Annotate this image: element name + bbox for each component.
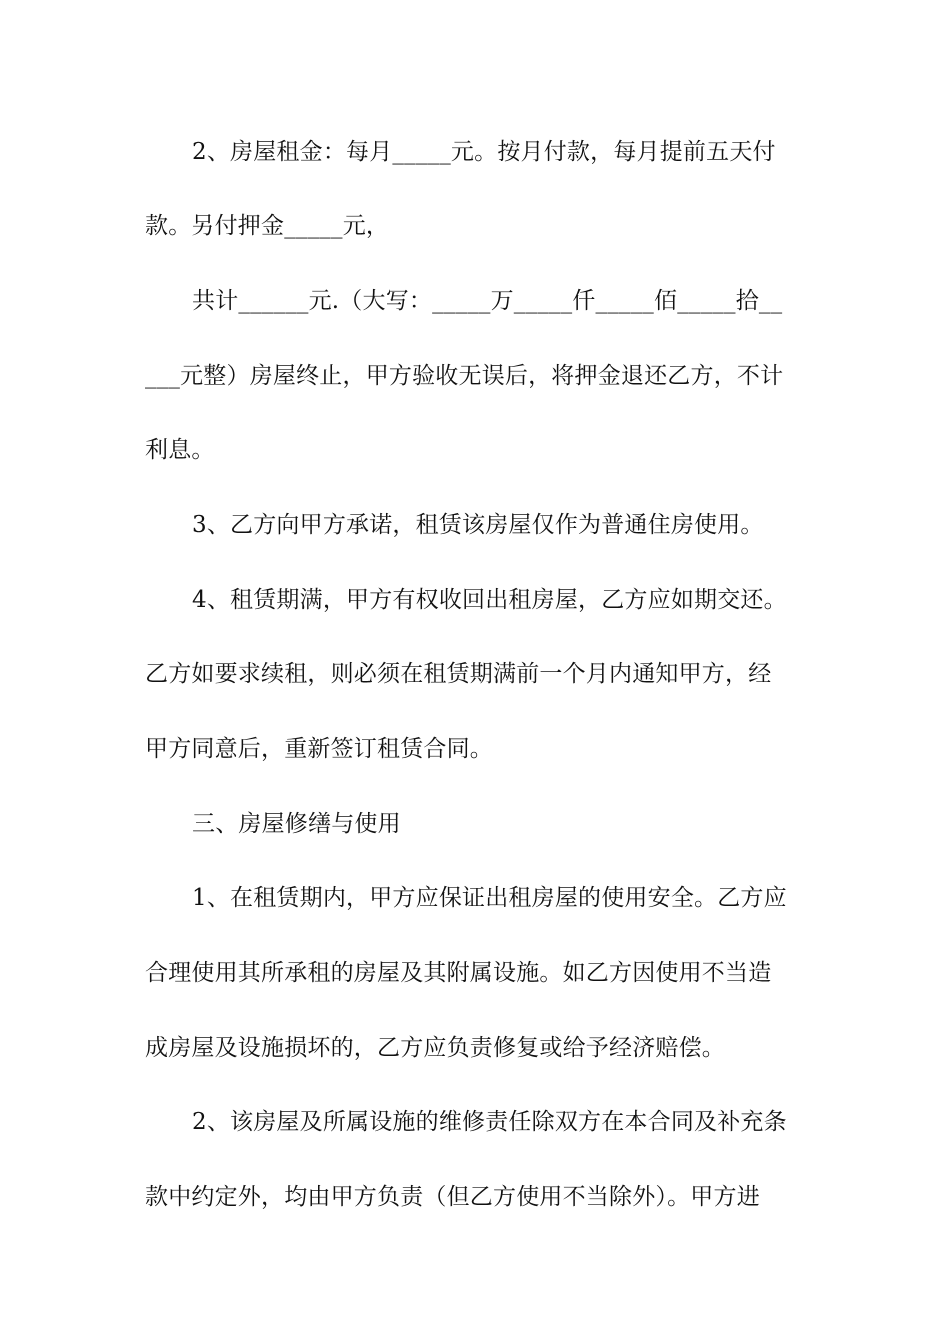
text-line: ___元整）房屋终止，甲方验收无误后，将押金退还乙方，不计 (145, 363, 784, 389)
text-line: 款。另付押金_____元， (145, 213, 390, 239)
text-line: 乙方如要求续租，则必须在租赁期满前一个月内通知甲方，经 (145, 661, 772, 687)
text-line: 成房屋及设施损坏的，乙方应负责修复或给予经济赔偿。 (145, 1035, 725, 1061)
section-heading: 三、房屋修缮与使用 (192, 811, 401, 837)
text-line: 4、租赁期满，甲方有权收回出租房屋，乙方应如期交还。 (192, 587, 787, 613)
text-line: 2、该房屋及所属设施的维修责任除双方在本合同及补充条 (192, 1109, 787, 1135)
text-line: 2、房屋租金：每月_____元。按月付款，每月提前五天付 (192, 139, 776, 165)
text-line: 利息。 (145, 437, 215, 463)
text-line: 1、在租赁期内，甲方应保证出租房屋的使用安全。乙方应 (192, 885, 787, 911)
text-line: 共计______元.（大写：_____万_____仟_____佰_____拾__ (192, 288, 783, 314)
text-line: 甲方同意后，重新签订租赁合同。 (145, 736, 493, 762)
text-line: 款中约定外，均由甲方负责（但乙方使用不当除外）。甲方进 (145, 1184, 760, 1210)
text-line: 合理使用其所承租的房屋及其附属设施。如乙方因使用不当造 (145, 960, 772, 986)
text-line: 3、乙方向甲方承诺，租赁该房屋仅作为普通住房使用。 (192, 512, 764, 538)
